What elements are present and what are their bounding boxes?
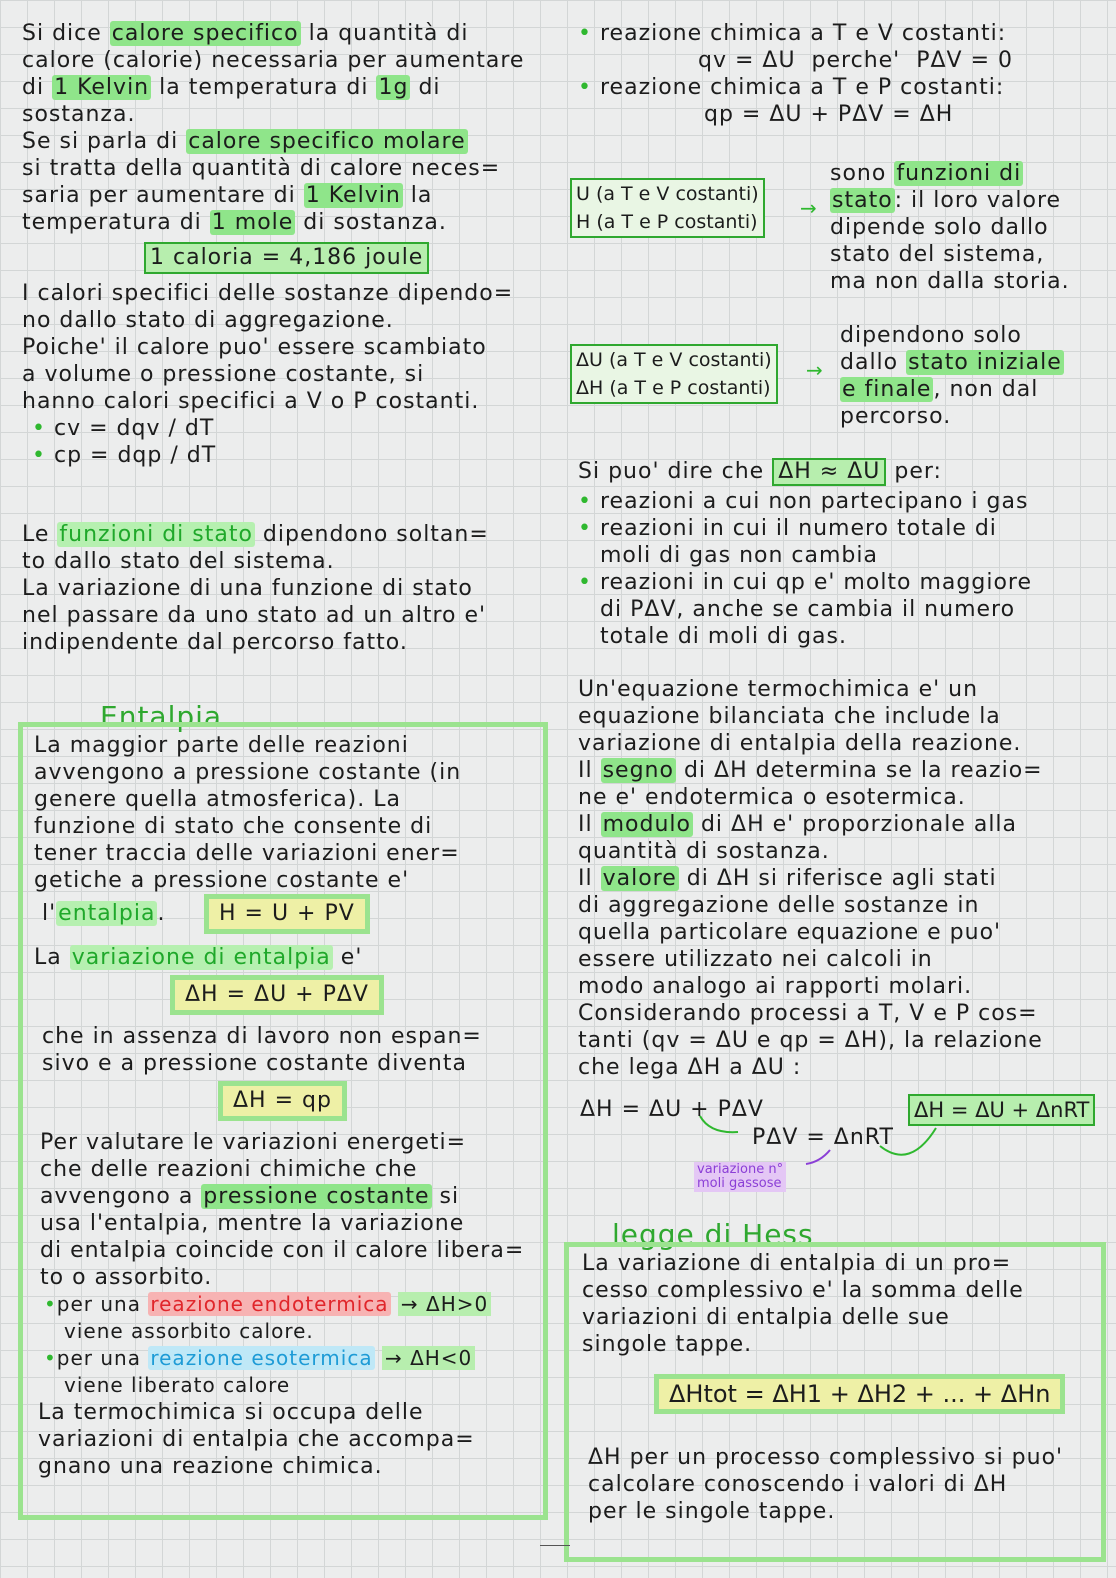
funzioni-stato-paragraph: [22, 521, 547, 656]
text-line: [40, 1156, 534, 1183]
text-segment: singole tappe.: [582, 1332, 753, 1357]
entalpia-content: La maggior parte delle reazioni avvengono a pressione costante (in genere quella atmosferica). La funzione di stato che consente di tener traccia delle variazioni ener= getiche a pressione costante e' l'entalpia. H = U + PV La variazione di entalpia e' ΔH = ΔU + PΔV che in assenza di lavoro non espan= sivo e a pressione costante diventa ΔH = qp Per valutare le variazioni energeti= che delle reazioni chimiche che avvengono a pressione costante si usa l'entalpia, mentre la variazione di entalpia coincide con il calore libera= to o assorbito. •per una reazione endotermica → ΔH>0 viene assorbito calore. •per una reazione esotermica → ΔH<0 viene liberato calore La termochimica si occupa delle variazioni di entalpia che accompa= gnano una reazione chimica.: [34, 732, 534, 1480]
text-segment: nel passare da uno stato ad un altro e': [22, 603, 487, 628]
text-segment: di aggregazione delle sostanze in: [578, 893, 980, 918]
text-segment: essere utilizzato nei calcoli in: [578, 947, 933, 972]
approx-item-text: reazioni in cui qp e' molto maggiore: [599, 570, 1033, 595]
text-segment: di: [410, 75, 441, 100]
hess-formula-box: ΔHtot = ΔH1 + ΔH2 + ... + ΔHn: [654, 1374, 1065, 1414]
text-segment: funzione di stato che consente di: [34, 814, 433, 839]
text-line: [840, 349, 1090, 376]
text-segment: La maggior parte delle reazioni: [34, 733, 409, 758]
text-line: [22, 521, 547, 548]
approx-item: [578, 515, 1098, 542]
text-line: [830, 160, 1090, 187]
text-segment: variazione di entalpia della reazione.: [578, 731, 1022, 756]
text-line: [22, 548, 547, 575]
text-segment: stato del sistema,: [830, 242, 1045, 267]
right-column: [578, 20, 1098, 128]
text-segment: la temperatura di: [151, 75, 377, 100]
text-line: [40, 1237, 534, 1264]
text-line: [40, 1183, 534, 1210]
assenza-paragraph: [42, 1023, 534, 1077]
text-segment: variazioni di entalpia delle sue: [582, 1305, 950, 1330]
text-segment: sono: [830, 161, 895, 186]
text-line: [582, 1304, 1082, 1331]
arrow-icon: →: [806, 358, 823, 382]
text-segment: ne e' endotermica o esotermica.: [578, 785, 966, 810]
text-segment: temperatura di: [22, 210, 210, 235]
variazione-prefix: La: [34, 945, 70, 970]
highlighted-keyword: pressione costante: [203, 1184, 430, 1209]
text-line: [22, 47, 547, 74]
text-line: [42, 1023, 534, 1050]
text-segment: Il: [578, 812, 601, 837]
text-segment: che delle reazioni chimiche che: [40, 1157, 418, 1182]
text-line: [840, 322, 1090, 349]
intro-paragraph: [22, 20, 547, 236]
text-line: [578, 784, 1098, 811]
highlighted-keyword: valore: [602, 866, 677, 891]
text-line: [22, 182, 547, 209]
text-segment: Poiche' il calore puo' essere scambiato: [22, 335, 487, 360]
text-segment: to dallo stato del sistema.: [22, 549, 335, 574]
text-segment: genere quella atmosferica). La: [34, 787, 401, 812]
text-segment: usa l'entalpia, mentre la variazione: [40, 1211, 465, 1236]
text-line: [578, 1027, 1098, 1054]
text-segment: di ΔH e' proporzionale alla: [692, 812, 1018, 837]
page-divider: [540, 1545, 570, 1546]
text-line: [34, 840, 534, 867]
cv-formula: cv = dqv / dT: [53, 416, 215, 441]
endo-prefix: per una: [56, 1292, 149, 1316]
hess-title: legge di Hess: [612, 1218, 814, 1251]
cp-formula: cp = dqp / dT: [53, 443, 217, 468]
endo-note: viene assorbito calore.: [64, 1319, 314, 1343]
bullet-icon: •: [44, 1346, 57, 1370]
text-segment: quantità di sostanza.: [578, 839, 830, 864]
text-segment: sostanza.: [22, 102, 136, 127]
approx-section: [578, 458, 1098, 650]
text-segment: di: [22, 75, 53, 100]
text-line: [578, 730, 1098, 757]
text-segment: modo analogo ai rapporti molari.: [578, 974, 973, 999]
text-segment: Il: [578, 758, 601, 783]
text-line: [34, 867, 534, 894]
state-box-1-line: U (a T e V costanti): [576, 183, 759, 205]
text-line: [582, 1331, 1082, 1358]
text-segment: variazioni di entalpia che accompa=: [38, 1427, 475, 1452]
termochimica-paragraph: [38, 1399, 534, 1480]
text-segment: quella particolare equazione e puo': [578, 920, 1002, 945]
text-line: [22, 74, 547, 101]
state-box-2: [570, 344, 778, 404]
text-segment: percorso.: [840, 404, 952, 429]
text-segment: , non dal: [933, 377, 1039, 402]
text-segment: di ΔH si riferisce agli stati: [678, 866, 997, 891]
text-segment: per le singole tappe.: [588, 1499, 836, 1524]
text-segment: hanno calori specifici a V o P costanti.: [22, 389, 480, 414]
formula-qp-box: ΔH = qp: [218, 1081, 347, 1121]
text-segment: Se si parla di: [22, 129, 187, 154]
text-segment: : il loro valore: [894, 188, 1062, 213]
text-line: [22, 307, 547, 334]
approx-item-text: moli di gas non cambia: [600, 543, 878, 568]
reazione-p-label: reazione chimica a T e P costanti:: [599, 75, 1005, 100]
text-line: [578, 946, 1098, 973]
entalpia-keyword: entalpia: [58, 901, 156, 926]
bullet-icon: •: [32, 416, 46, 441]
approx-item: [578, 488, 1098, 515]
variazione-suffix: e': [332, 945, 363, 970]
text-segment: La variazione di entalpia di un pro=: [582, 1251, 1012, 1276]
text-line: [582, 1250, 1082, 1277]
approx-box: ΔH ≈ ΔU: [772, 458, 886, 486]
text-line: [578, 1054, 1098, 1081]
rel-box: ΔH = ΔU + ΔnRT: [908, 1094, 1095, 1126]
left-column: [22, 20, 547, 656]
text-line: [38, 1453, 534, 1480]
text-line: [22, 128, 547, 155]
arrow-icon: →: [800, 196, 817, 220]
hess-end-paragraph: [588, 1444, 1088, 1525]
hess-paragraph: [582, 1250, 1082, 1358]
text-segment: gnano una reazione chimica.: [38, 1454, 383, 1479]
text-segment: dallo: [840, 350, 907, 375]
text-line: [588, 1444, 1088, 1471]
text-segment: avvengono a pressione costante (in: [34, 760, 462, 785]
approx-item-text: totale di moli di gas.: [600, 624, 847, 649]
eso-prefix: per una: [56, 1346, 149, 1370]
bullet-icon: •: [578, 75, 592, 100]
text-segment: si: [431, 1184, 460, 1209]
text-line: [22, 334, 547, 361]
approx-item-text: reazioni in cui il numero totale di: [599, 516, 997, 541]
curve-arrow: [700, 1116, 738, 1132]
text-line: [578, 892, 1098, 919]
endo-keyword: reazione endotermica: [150, 1292, 389, 1316]
highlighted-keyword: modulo: [602, 812, 691, 837]
text-segment: ΔH per un processo complessivo si puo': [588, 1445, 1064, 1470]
text-segment: La termochimica si occupa delle: [38, 1400, 424, 1425]
eso-keyword: reazione esotermica: [150, 1346, 373, 1370]
text-line: [578, 811, 1098, 838]
text-line: [40, 1129, 534, 1156]
text-line: [578, 676, 1098, 703]
termochimica-equazione-paragraph: [578, 676, 1098, 1081]
relation-arrows: [680, 1110, 950, 1170]
text-line: [42, 1050, 534, 1077]
approx-item-text: di PΔV, anche se cambia il numero: [600, 597, 1016, 622]
text-line: [22, 209, 547, 236]
text-segment: la quantità di: [300, 21, 469, 46]
entalpia-prefix: l': [42, 901, 57, 926]
highlighted-keyword: stato iniziale: [908, 350, 1062, 375]
reazione-v-label: reazione chimica a T e V costanti:: [599, 21, 1007, 46]
highlighted-keyword: e finale: [842, 377, 932, 402]
text-line: [830, 268, 1090, 295]
text-line: [22, 388, 547, 415]
text-segment: la: [402, 183, 433, 208]
state-text-2: [840, 322, 1090, 430]
text-line: [40, 1210, 534, 1237]
text-segment: Il: [578, 866, 601, 891]
text-segment: dipende solo dallo: [830, 215, 1049, 240]
text-segment: dipendono solo: [840, 323, 1022, 348]
text-segment: saria per aumentare di: [22, 183, 304, 208]
text-line: [578, 973, 1098, 1000]
highlighted-keyword: funzioni di stato: [59, 522, 253, 547]
entalpia-paragraph: [34, 732, 534, 894]
text-line: [578, 703, 1098, 730]
text-line: [578, 919, 1098, 946]
approx-prefix: Si puo' dire che: [578, 459, 773, 484]
text-segment: getiche a pressione costante e': [34, 868, 410, 893]
state-text-1: [830, 160, 1090, 295]
text-line: [22, 361, 547, 388]
text-line: [34, 759, 534, 786]
text-segment: I calori specifici delle sostanze dipendo=: [22, 281, 514, 306]
approx-item: [600, 542, 1098, 569]
eso-result: → ΔH<0: [382, 1346, 475, 1370]
text-segment: indipendente dal percorso fatto.: [22, 630, 408, 655]
rel-note: variazione n° moli gassose: [694, 1162, 786, 1192]
text-line: [38, 1426, 534, 1453]
text-line: [34, 786, 534, 813]
bullet-icon: •: [578, 516, 600, 541]
rel-pdv: PΔV = ΔnRT: [752, 1125, 894, 1150]
text-segment: Un'equazione termochimica e' un: [578, 677, 979, 702]
text-line: [840, 403, 1090, 430]
text-segment: ma non dalla storia.: [830, 269, 1070, 294]
text-segment: di sostanza.: [295, 210, 447, 235]
state-box-2-line: ΔH (a T e P costanti): [576, 377, 771, 399]
text-line: [830, 241, 1090, 268]
text-segment: no dallo stato di aggregazione.: [22, 308, 394, 333]
reazione-p-equation: qp = ΔU + PΔV = ΔH: [704, 102, 954, 127]
text-line: [38, 1399, 534, 1426]
highlighted-keyword: calore specifico molare: [188, 129, 466, 154]
highlighted-keyword: 1 Kelvin: [54, 75, 150, 100]
text-line: [40, 1264, 534, 1291]
text-line: [830, 214, 1090, 241]
rel-equation: ΔH = ΔU + PΔV: [580, 1097, 764, 1122]
text-line: [578, 757, 1098, 784]
formula-dh-box: ΔH = ΔU + PΔV: [170, 975, 384, 1015]
text-segment: a volume o pressione costante, si: [22, 362, 425, 387]
text-segment: La variazione di una funzione di stato: [22, 576, 473, 601]
text-segment: Per valutare le variazioni energeti=: [40, 1130, 467, 1155]
approx-item-text: reazioni a cui non partecipano i gas: [599, 489, 1029, 514]
highlighted-keyword: 1g: [378, 75, 409, 100]
state-box-2-line: ΔU (a T e V costanti): [576, 349, 772, 371]
highlighted-keyword: funzioni di: [896, 161, 1022, 186]
highlighted-keyword: segno: [602, 758, 674, 783]
text-segment: dipendono soltan=: [254, 522, 489, 547]
bullet-icon: •: [578, 570, 600, 595]
text-segment: Le: [22, 522, 58, 547]
text-line: [578, 865, 1098, 892]
approx-item: [600, 596, 1098, 623]
text-line: [588, 1498, 1088, 1525]
text-line: [22, 101, 547, 128]
endo-result: → ΔH>0: [398, 1292, 491, 1316]
bullet-icon: •: [44, 1292, 57, 1316]
highlighted-keyword: calore specifico: [111, 21, 299, 46]
text-segment: cesso complessivo e' la somma delle: [582, 1278, 1024, 1303]
text-line: [34, 813, 534, 840]
text-line: [34, 732, 534, 759]
text-line: [582, 1277, 1082, 1304]
text-segment: to o assorbito.: [40, 1265, 213, 1290]
bullet-icon: •: [578, 489, 600, 514]
text-line: [830, 187, 1090, 214]
text-segment: di ΔH determina se la reazio=: [675, 758, 1043, 783]
approx-item: [578, 569, 1098, 596]
text-line: [22, 602, 547, 629]
entalpia-title: Entalpia: [100, 700, 223, 733]
highlighted-keyword: stato: [832, 188, 893, 213]
text-segment: di entalpia coincide con il calore libera=: [40, 1238, 525, 1263]
text-segment: tener traccia delle variazioni ener=: [34, 841, 460, 866]
approx-list: [578, 488, 1098, 650]
text-segment: che in assenza di lavoro non espan=: [42, 1024, 482, 1049]
text-segment: Si dice: [22, 21, 110, 46]
text-line: [22, 629, 547, 656]
text-segment: equazione bilanciata che include la: [578, 704, 1001, 729]
calori-specifici-paragraph: [22, 280, 547, 415]
text-segment: che lega ΔH a ΔU :: [578, 1055, 802, 1080]
bullet-icon: •: [32, 443, 46, 468]
caloria-box: 1 caloria = 4,186 joule: [144, 242, 429, 274]
text-segment: avvengono a: [40, 1184, 202, 1209]
curve-arrow: [806, 1150, 830, 1164]
text-line: [578, 1000, 1098, 1027]
reazione-v-equation: qv = ΔU perche' PΔV = 0: [698, 48, 1013, 73]
text-line: [22, 575, 547, 602]
text-line: [22, 20, 547, 47]
approx-suffix: per:: [886, 459, 942, 484]
text-segment: tanti (qv = ΔU e qp = ΔH), la relazione: [578, 1028, 1043, 1053]
state-box-1-line: H (a T e P costanti): [576, 211, 758, 233]
valutare-paragraph: [40, 1129, 534, 1291]
text-segment: Considerando processi a T, V e P cos=: [578, 1001, 1038, 1026]
variazione-keyword: variazione di entalpia: [71, 945, 331, 970]
curve-arrow: [880, 1128, 936, 1155]
formula-h-box: H = U + PV: [204, 894, 370, 934]
approx-item: [600, 623, 1098, 650]
highlighted-keyword: 1 Kelvin: [305, 183, 401, 208]
text-line: [22, 280, 547, 307]
text-segment: calcolare conoscendo i valori di ΔH: [588, 1472, 1008, 1497]
text-segment: calore (calorie) necessaria per aumentare: [22, 48, 525, 73]
text-line: [840, 376, 1090, 403]
highlighted-keyword: 1 mole: [211, 210, 294, 235]
text-segment: si tratta della quantità di calore neces=: [22, 156, 501, 181]
state-box-1: [570, 178, 765, 238]
bullet-icon: •: [578, 21, 592, 46]
eso-note: viene liberato calore: [64, 1373, 291, 1397]
text-segment: sivo e a pressione costante diventa: [42, 1051, 467, 1076]
text-line: [578, 838, 1098, 865]
text-line: [22, 155, 547, 182]
text-line: [588, 1471, 1088, 1498]
